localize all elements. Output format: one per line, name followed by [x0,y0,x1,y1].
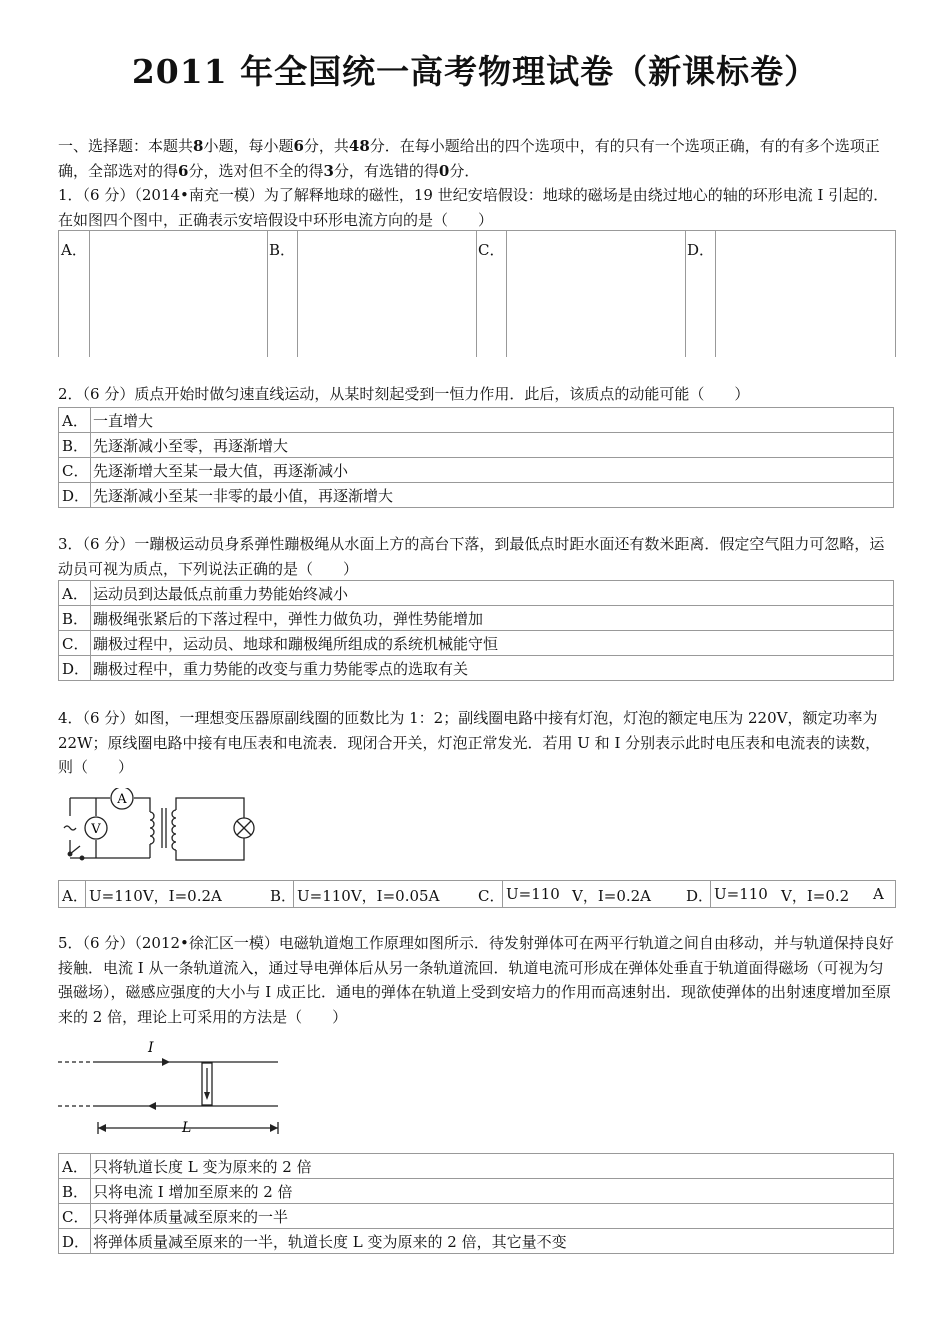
question-4-options [58,880,896,908]
option-key[interactable]: C． [478,241,505,259]
option-text: U=110V，I=0.2A [89,887,222,905]
option-divider [502,881,503,907]
option-row[interactable] [59,483,894,508]
option-key: A． [59,581,91,606]
instr-total: 48 [348,137,370,155]
option-text: 蹦极绳张紧后的下落过程中，弹性力做负功，弹性势能增加 [91,606,894,631]
option-key[interactable]: B． [270,887,297,905]
option-key: B． [59,433,91,458]
option-text: 只将轨道长度 L 变为原来的 2 倍 [91,1154,894,1179]
option-key[interactable]: D． [687,241,715,259]
option-text: A [873,885,884,903]
wire [176,798,244,818]
switch-contact-icon [68,852,72,856]
instr-full: 6 [178,161,189,180]
option-key[interactable]: D． [686,887,714,905]
option-key: C． [59,458,91,483]
option-divider [685,231,686,357]
secondary-coil-icon [172,810,176,850]
question-3-options [58,580,894,681]
instr-text: 分，有选错的得 [333,161,439,180]
page-title: 2011 年全国统一高考物理试卷（新课标卷） [131,52,819,91]
question-2-stem: 2．（6 分）质点开始时做匀速直线运动，从某时刻起受到一恒力作用．此后，该质点的动能可能（ ） [58,385,750,403]
option-text: 只将电流 I 增加至原来的 2 倍 [91,1179,894,1204]
option-text: V，I=0.2A [572,887,652,905]
arrow-left-icon [98,1124,106,1132]
instr-text: 小题，每小题 [203,137,294,155]
option-key: C． [59,631,91,656]
question-5-stem: 5．（6 分）（2012•徐汇区一模）电磁轨道炮工作原理如图所示．待发射弹体可在两平行轨道之间自由移动，并与轨道保持良好接触．电流 I 从一条轨道流入，通过导电弹体后从另一条轨道流回．轨道电流可形成在弹体处垂直于轨道面得磁场（可视为匀强磁场），磁感应强度的大小与 I 成正比．通电的弹体在轨道上受到安培力的作用而高速射出．现欲使弹体的出射速度增加至原来的 2 倍，理论上可采用的方法是（ ） [58,934,894,1026]
option-key: B． [59,1179,91,1204]
option-row[interactable] [59,1204,894,1229]
question-2-options [58,407,894,508]
option-row[interactable] [59,458,894,483]
option-row[interactable] [59,631,894,656]
switch-contact-icon [80,856,84,860]
instr-text: 分，共 [303,137,349,155]
option-row[interactable] [59,408,894,433]
ac-source-icon [64,826,76,830]
ammeter-label: A [117,792,127,807]
option-divider [476,231,477,357]
option-divider [715,231,716,357]
instr-count: 8 [193,137,204,155]
wire [134,798,150,812]
railgun-figure [58,1036,288,1138]
option-key: D． [59,656,91,681]
option-text: 一直增大 [91,408,894,433]
instr-text: 分． [449,161,480,180]
question-1-options [58,230,896,357]
option-key: C． [59,1204,91,1229]
instr-text: 分．在每小题给出的四个选项中，有的只有一个选项正确，有的有多个选项正确，全部选对的得 [58,137,880,180]
option-text: V，I=0.2 [781,887,850,905]
instr-text: 分，选对但不全的得 [188,161,324,180]
instr-text: 一、选择题：本题共 [58,137,194,155]
voltmeter-label: V [91,822,101,837]
option-text: 先逐渐减小至零，再逐渐增大 [91,433,894,458]
option-divider [506,231,507,357]
arrow-right-icon [270,1124,278,1132]
option-divider [267,231,268,357]
option-key: B． [59,606,91,631]
option-divider [293,881,294,907]
option-divider [297,231,298,357]
instr-wrong: 0 [438,161,450,180]
option-text: 只将弹体质量减至原来的一半 [91,1204,894,1229]
question-5-options [58,1153,894,1254]
option-text: U=110V，I=0.05A [297,887,440,905]
option-row[interactable] [59,581,894,606]
option-row[interactable] [59,656,894,681]
instr-partial: 3 [323,161,334,180]
option-key: D． [59,483,91,508]
question-3-stem: 3．（6 分）一蹦极运动员身系弹性蹦极绳从水面上方的高台下落，到最低点时距水面还有数米距离．假定空气阻力可忽略，运动员可视为质点，下列说法正确的是（ ） [58,535,885,578]
option-key[interactable]: A． [62,887,88,905]
arrow-right-icon [162,1058,170,1066]
current-label: I [148,1040,154,1056]
option-row[interactable] [59,1154,894,1179]
section-instructions [58,134,894,183]
option-text: U=110 [714,885,768,903]
option-key: A． [59,408,91,433]
primary-coil-icon [150,812,154,844]
option-text: 运动员到达最低点前重力势能始终减小 [91,581,894,606]
option-row[interactable] [59,1179,894,1204]
option-row[interactable] [59,433,894,458]
option-text: 蹦极过程中，运动员、地球和蹦极绳所组成的系统机械能守恒 [91,631,894,656]
option-row[interactable] [59,606,894,631]
question-1-stem: 1．（6 分）（2014•南充一模）为了解释地球的磁性，19 世纪安培假设：地球的磁场是由绕过地心的轴的环形电流 I 引起的．在如图四个图中，正确表示安培假设中环形电流方向的是（ ） [58,186,889,229]
option-text: 蹦极过程中，重力势能的改变与重力势能零点的选取有关 [91,656,894,681]
option-divider [710,881,711,907]
option-text: U=110 [506,885,560,903]
transformer-circuit-figure [58,788,258,864]
option-key[interactable]: A． [61,241,87,259]
option-divider [85,881,86,907]
question-4-stem: 4．（6 分）如图，一理想变压器原副线圈的匝数比为 1：2；副线圈电路中接有灯泡，灯泡的额定电压为 220V，额定功率为 22W；原线圈电路中接有电压表和电流表．现闭合开关，灯泡正常发光．若用 U 和 I 分别表示此时电压表和电流表的读数，则（ ） [58,709,881,776]
option-key[interactable]: B． [269,241,296,259]
wire [176,838,244,860]
instr-score: 6 [293,137,304,155]
option-row[interactable] [59,1229,894,1254]
option-key[interactable]: C． [478,887,505,905]
option-divider [89,231,90,357]
length-label: L [182,1120,192,1136]
option-key: D． [59,1229,91,1254]
arrow-left-icon [148,1102,156,1110]
option-text: 先逐渐增大至某一最大值，再逐渐减小 [91,458,894,483]
option-text: 将弹体质量减至原来的一半，轨道长度 L 变为原来的 2 倍，其它量不变 [91,1229,894,1254]
option-key: A． [59,1154,91,1179]
option-text: 先逐渐减小至某一非零的最小值，再逐渐增大 [91,483,894,508]
